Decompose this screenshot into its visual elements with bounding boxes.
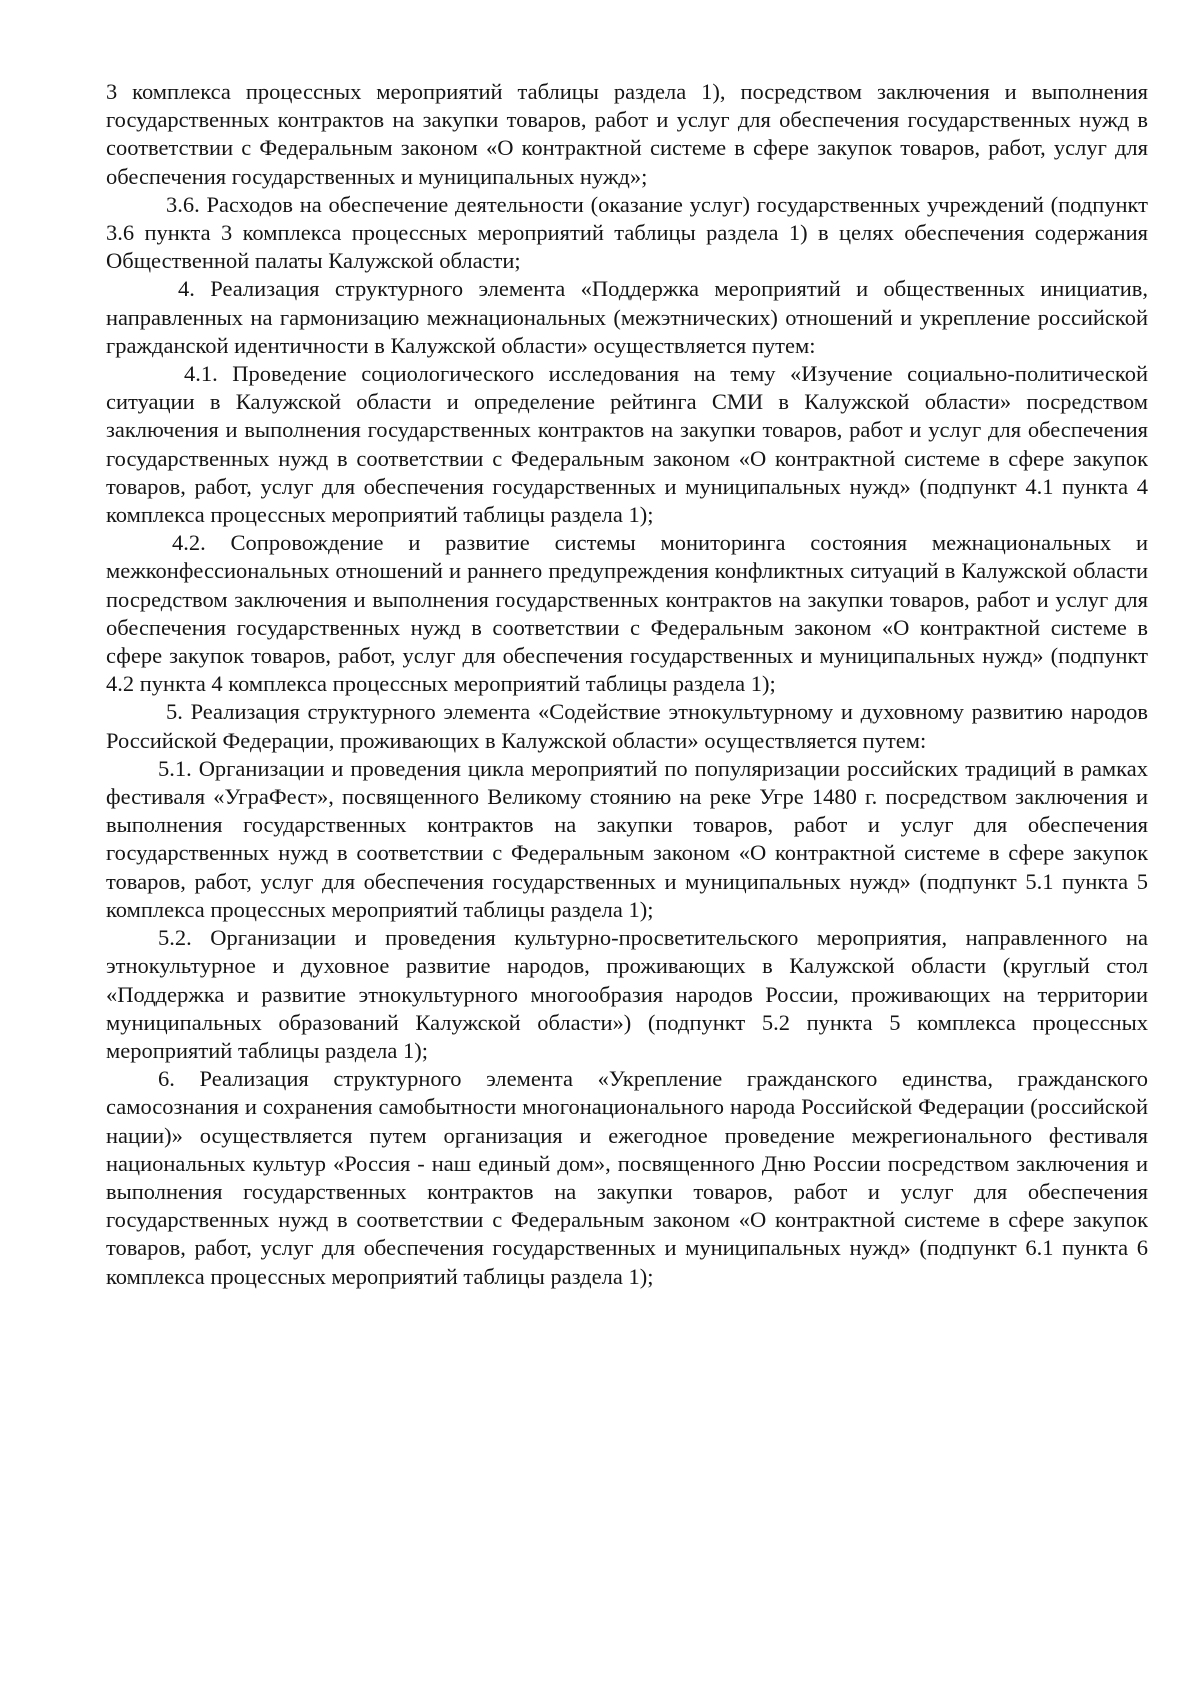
paragraph-4-2: 4.2. Сопровождение и развитие системы мониторинга состояния межнациональных и межконфессиональных отношений и раннего предупреждения конфликтных ситуаций в Калужской области посредством заключения и выполнения государственных контрактов на закупки товаров, работ и услуг для обеспечения государственных нужд в соответствии с Федеральным законом «О контрактной системе в сфере закупок товаров, работ, услуг для обеспечения государственных и муниципальных нужд» (подпункт 4.2 пункта 4 комплекса процессных мероприятий таблицы раздела 1); [106,530,1148,697]
document-page [106,78,1148,1291]
paragraph-4: 4. Реализация структурного элемента «Поддержка мероприятий и общественных инициатив, направленных на гармонизацию межнациональных (межэтнических) отношений и укрепление российской гражданской идентичности в Калужской области» осуществляется путем: [106,276,1148,358]
paragraph-continuation: 3 комплекса процессных мероприятий таблицы раздела 1), посредством заключения и выполнения государственных контрактов на закупки товаров, работ и услуг для обеспечения государственных нужд в соответствии с Федеральным законом «О контрактной системе в сфере закупок товаров, работ, услуг для обеспечения государственных и муниципальных нужд»; [106,79,1148,189]
paragraph-3-6: 3.6. Расходов на обеспечение деятельности (оказание услуг) государственных учреждений (подпункт 3.6 пункта 3 комплекса процессных мероприятий таблицы раздела 1) в целях обеспечения содержания Общественной палаты Калужской области; [106,191,1148,274]
paragraph-6: 6. Реализация структурного элемента «Укрепление гражданского единства, гражданского самосознания и сохранения самобытности многонационального народа Российской Федерации (российской нации)» осуществляется путем организация и ежегодное проведение межрегионального фестиваля национальных культур «Россия - наш единый дом», посвященного Дню России посредством заключения и выполнения государственных контрактов на закупки товаров, работ и услуг для обеспечения государственных нужд в соответствии с Федеральным законом «О контрактной системе в сфере закупок товаров, работ, услуг для обеспечения государственных и муниципальных нужд» (подпункт 6.1 пункта 6 комплекса процессных мероприятий таблицы раздела 1); [106,1066,1148,1289]
paragraph-5-1: 5.1. Организации и проведения цикла мероприятий по популяризации российских традиций в рамках фестиваля «УграФест», посвященного Великому стоянию на реке Угре 1480 г. посредством заключения и выполнения государственных контрактов на закупки товаров, работ и услуг для обеспечения государственных нужд в соответствии с Федеральным законом «О контрактной системе в сфере закупок товаров, работ, услуг для обеспечения государственных и муниципальных нужд» (подпункт 5.1 пункта 5 комплекса процессных мероприятий таблицы раздела 1); [106,755,1148,922]
paragraph-5-2: 5.2. Организации и проведения культурно-просветительского мероприятия, направленного на этнокультурное и духовное развитие народов, проживающих в Калужской области (круглый стол «Поддержка и развитие этнокультурного многообразия народов России, проживающих на территории муниципальных образований Калужской области») (подпункт 5.2 пункта 5 комплекса процессных мероприятий таблицы раздела 1); [106,925,1148,1063]
paragraph-5: 5. Реализация структурного элемента «Содействие этнокультурному и духовному развитию народов Российской Федерации, проживающих в Калужской области» осуществляется путем: [106,699,1148,753]
paragraph-4-1: 4.1. Проведение социологического исследования на тему «Изучение социально-политической ситуации в Калужской области и определение рейтинга СМИ в Калужской области» посредством заключения и выполнения государственных контрактов на закупки товаров, работ и услуг для обеспечения государственных нужд в соответствии с Федеральным законом «О контрактной системе в сфере закупок товаров, работ, услуг для обеспечения государственных и муниципальных нужд» (подпункт 4.1 пункта 4 комплекса процессных мероприятий таблицы раздела 1); [106,361,1148,528]
